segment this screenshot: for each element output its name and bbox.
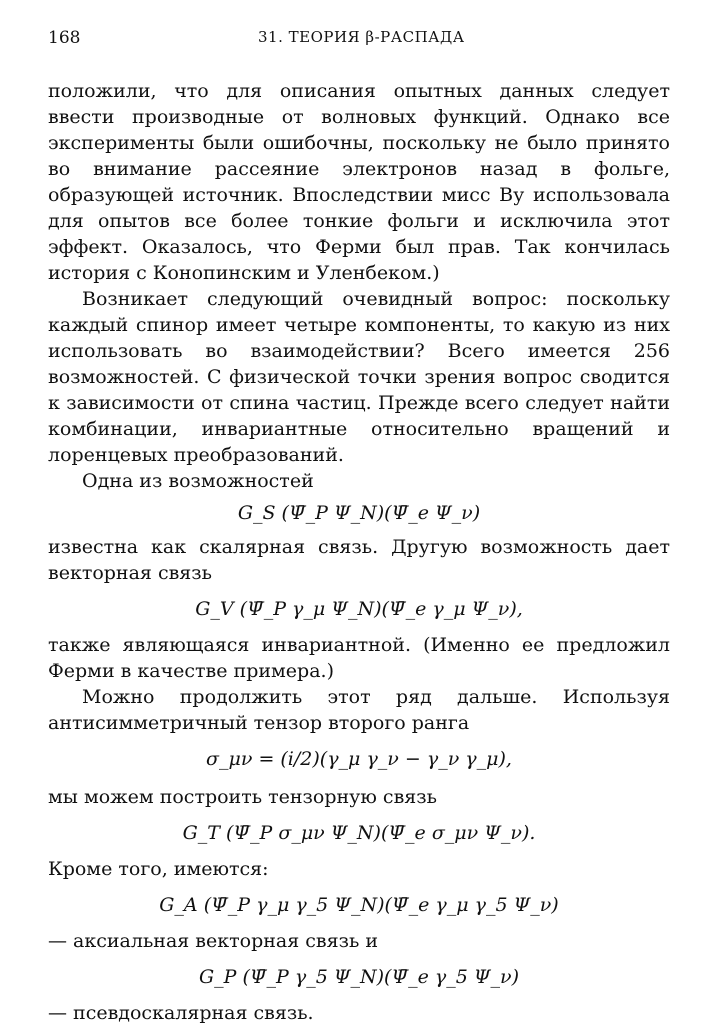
- paragraph-9: — аксиальная векторная связь и: [48, 930, 378, 952]
- page-number: 168: [48, 28, 81, 48]
- formula-vector: G_V (Ψ̄_P γ_μ Ψ_N)(Ψ̄_e γ_μ Ψ_ν),: [195, 598, 523, 620]
- formula-scalar: G_S (Ψ̄_P Ψ_N)(Ψ̄_e Ψ_ν): [237, 502, 481, 524]
- paragraph-5: также являющаяся инвариантной. (Именно ее предложил Ферми в качестве примера.): [48, 634, 670, 682]
- paragraph-7: мы можем построить тензорную связь: [48, 786, 437, 808]
- running-head: [48, 28, 668, 52]
- paragraph-3: Одна из возможностей: [82, 470, 314, 492]
- formula-sigma: σ_μν = (i/2)(γ_μ γ_ν − γ_ν γ_μ),: [206, 748, 512, 770]
- chapter-title: 31. ТЕОРИЯ β-РАСПАДА: [258, 28, 465, 46]
- formula-pseudoscalar: G_P (Ψ̄_P γ_5 Ψ_N)(Ψ̄_e γ_5 Ψ_ν): [198, 966, 520, 988]
- paragraph-6: Можно продолжить этот ряд дальше. Используя антисимметричный тензор второго ранга: [48, 686, 670, 734]
- paragraph-2: Возникает следующий очевидный вопрос: поскольку каждый спинор имеет четыре компоненты, то какую из них использовать во взаимодействии? Всего имеется 256 возможностей. С физической точки зрения вопрос сводится к зависимости от спина частиц. Прежде всего следует найти комбинации, инвариантные относительно вращений и лоренцевых преобразований.: [48, 288, 670, 466]
- paragraph-8: Кроме того, имеются:: [48, 858, 269, 880]
- formula-axial: G_A (Ψ̄_P γ_μ γ_5 Ψ_N)(Ψ̄_e γ_μ γ_5 Ψ_ν): [159, 894, 559, 916]
- paragraph-10: — псевдоскалярная связь.: [48, 1002, 314, 1024]
- paragraph-4: известна как скалярная связь. Другую возможность дает векторная связь: [48, 536, 670, 584]
- body-text: [48, 78, 670, 1026]
- paragraph-1: положили, что для описания опытных данных следует ввести производные от волновых функций. Однако все эксперименты были ошибочны, поскольку не было принято во внимание рассеяние электронов назад в фольге, образующей источник. Впоследствии мисс Ву использовала для опытов все более тонкие фольги и исключила этот эффект. Оказалось, что Ферми был прав. Так кончилась история с Конопинским и Уленбеком.): [48, 80, 670, 284]
- formula-tensor: G_T (Ψ̄_P σ_μν Ψ_N)(Ψ̄_e σ_μν Ψ_ν).: [182, 822, 536, 844]
